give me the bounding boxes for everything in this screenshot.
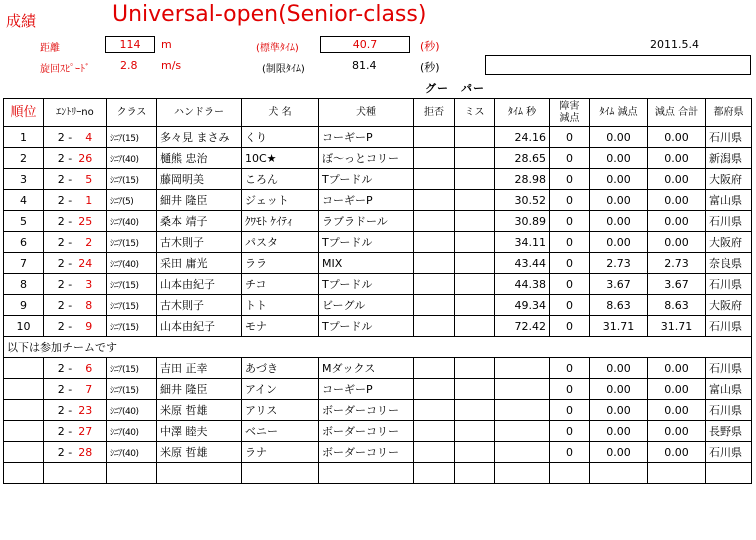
class-cell: ｼﾆｱ(15) <box>107 274 157 295</box>
dog-name-cell: パスタ <box>242 232 319 253</box>
std-time-unit: (秒) <box>420 40 440 53</box>
breed-cell: Mダックス <box>319 358 414 379</box>
empty-cell <box>550 463 590 484</box>
team-row <box>4 379 752 400</box>
total-penalty-cell: 0.00 <box>648 127 706 148</box>
handler-cell: 細井 隆臣 <box>157 379 242 400</box>
breed-cell: ぼ～っとコリー <box>319 148 414 169</box>
handler-cell: 多々見 まさみ <box>157 127 242 148</box>
dog-name-cell: くり <box>242 127 319 148</box>
team-row <box>4 358 752 379</box>
class-cell: ｼﾆｱ(15) <box>107 358 157 379</box>
entry-number: 3 <box>85 277 93 291</box>
entry-prefix: 2 - <box>57 445 73 459</box>
time-cell: 43.44 <box>495 253 550 274</box>
time-penalty-cell: 0.00 <box>590 421 648 442</box>
class-cell: ｼﾆｱ(15) <box>107 295 157 316</box>
rank-cell <box>4 358 44 379</box>
entry-cell <box>44 295 107 316</box>
entry-cell <box>44 316 107 337</box>
class-cell: ｼﾆｱ(40) <box>107 442 157 463</box>
entry-number: 25 <box>78 214 93 228</box>
miss-cell <box>455 169 495 190</box>
entry-number: 4 <box>85 130 93 144</box>
class-cell: ｼﾆｱ(15) <box>107 169 157 190</box>
dog-name-cell: あづき <box>242 358 319 379</box>
empty-cell <box>4 463 44 484</box>
col-time: ﾀｲﾑ 秒 <box>495 99 550 127</box>
entry-number: 9 <box>85 319 93 333</box>
entry-prefix: 2 - <box>57 130 73 144</box>
limit-time-label: (制限ﾀｲﾑ) <box>262 64 305 75</box>
table-row <box>4 316 752 337</box>
total-penalty-cell: 0.00 <box>648 211 706 232</box>
class-cell: ｼﾆｱ(40) <box>107 421 157 442</box>
refusal-cell <box>414 421 455 442</box>
obstacle-penalty-cell: 0 <box>550 379 590 400</box>
table-row <box>4 148 752 169</box>
prefecture-cell: 石川県 <box>706 127 752 148</box>
time-cell <box>495 400 550 421</box>
class-cell: ｼﾆｱ(40) <box>107 253 157 274</box>
dog-name-cell: モナ <box>242 316 319 337</box>
time-cell <box>495 442 550 463</box>
time-penalty-cell: 0.00 <box>590 379 648 400</box>
event-date: 2011.5.4 <box>650 38 699 51</box>
col-dog-name: 犬 名 <box>242 99 319 127</box>
time-penalty-cell: 0.00 <box>590 400 648 421</box>
empty-cell <box>495 463 550 484</box>
empty-cell <box>157 463 242 484</box>
group-label: グー パー <box>425 82 485 95</box>
prefecture-cell: 石川県 <box>706 400 752 421</box>
total-penalty-cell: 0.00 <box>648 148 706 169</box>
rank-cell <box>4 421 44 442</box>
handler-cell: 吉田 正幸 <box>157 358 242 379</box>
class-cell: ｼﾆｱ(15) <box>107 379 157 400</box>
refusal-cell <box>414 442 455 463</box>
header-row <box>4 99 752 127</box>
results-table <box>3 98 752 484</box>
handler-cell: 米原 哲雄 <box>157 442 242 463</box>
obstacle-penalty-cell: 0 <box>550 253 590 274</box>
obstacle-penalty-cell: 0 <box>550 232 590 253</box>
entry-prefix: 2 - <box>57 256 73 270</box>
rank-cell <box>4 442 44 463</box>
col-breed: 犬種 <box>319 99 414 127</box>
limit-time-unit: (秒) <box>420 61 440 74</box>
time-penalty-cell: 0.00 <box>590 190 648 211</box>
col-handler: ハンドラー <box>157 99 242 127</box>
time-cell <box>495 421 550 442</box>
distance-unit: m <box>161 38 172 51</box>
empty-cell <box>414 463 455 484</box>
refusal-cell <box>414 148 455 169</box>
entry-cell <box>44 421 107 442</box>
col-obstacle-penalty: 障害 減点 <box>550 99 590 127</box>
time-penalty-cell: 0.00 <box>590 232 648 253</box>
handler-cell: 山本由紀子 <box>157 316 242 337</box>
team-row <box>4 400 752 421</box>
entry-prefix: 2 - <box>57 151 73 165</box>
handler-cell: 樋熊 忠治 <box>157 148 242 169</box>
miss-cell <box>455 148 495 169</box>
table-row <box>4 190 752 211</box>
miss-cell <box>455 274 495 295</box>
dog-name-cell: チコ <box>242 274 319 295</box>
entry-cell <box>44 190 107 211</box>
rank-cell <box>4 379 44 400</box>
entry-number: 24 <box>78 256 93 270</box>
handler-cell: 古木則子 <box>157 295 242 316</box>
obstacle-penalty-cell: 0 <box>550 316 590 337</box>
breed-cell: Tプードル <box>319 232 414 253</box>
empty-row <box>4 463 752 484</box>
col-class: クラス <box>107 99 157 127</box>
breed-cell: Tプードル <box>319 274 414 295</box>
entry-prefix: 2 - <box>57 424 73 438</box>
refusal-cell <box>414 169 455 190</box>
notes-box <box>485 55 751 75</box>
entry-prefix: 2 - <box>57 403 73 417</box>
handler-cell: 古木則子 <box>157 232 242 253</box>
dog-name-cell: アイン <box>242 379 319 400</box>
entry-number: 28 <box>78 445 93 459</box>
col-prefecture: 都府県 <box>706 99 752 127</box>
class-cell: ｼﾆｱ(40) <box>107 211 157 232</box>
handler-cell: 山本由紀子 <box>157 274 242 295</box>
team-row <box>4 442 752 463</box>
miss-cell <box>455 358 495 379</box>
breed-cell: ビーグル <box>319 295 414 316</box>
dog-name-cell: ころん <box>242 169 319 190</box>
time-penalty-cell: 0.00 <box>590 127 648 148</box>
obstacle-penalty-cell: 0 <box>550 211 590 232</box>
page-title: 成績 <box>6 12 37 30</box>
prefecture-cell: 石川県 <box>706 316 752 337</box>
entry-number: 26 <box>78 151 93 165</box>
std-time-value: 40.7 <box>320 36 410 53</box>
empty-cell <box>44 463 107 484</box>
dog-name-cell: ｸﾜﾓﾄ ｹｲﾃｨ <box>242 211 319 232</box>
time-penalty-cell: 0.00 <box>590 358 648 379</box>
breed-cell: コーギーP <box>319 190 414 211</box>
breed-cell: ボーダーコリー <box>319 421 414 442</box>
breed-cell: ボーダーコリー <box>319 442 414 463</box>
prefecture-cell: 長野県 <box>706 421 752 442</box>
breed-cell: Tプードル <box>319 169 414 190</box>
total-penalty-cell: 31.71 <box>648 316 706 337</box>
empty-cell <box>319 463 414 484</box>
time-penalty-cell: 0.00 <box>590 442 648 463</box>
refusal-cell <box>414 400 455 421</box>
time-penalty-cell: 0.00 <box>590 169 648 190</box>
obstacle-penalty-cell: 0 <box>550 274 590 295</box>
entry-prefix: 2 - <box>57 277 73 291</box>
time-cell <box>495 358 550 379</box>
handler-cell: 中澤 睦夫 <box>157 421 242 442</box>
entry-cell <box>44 127 107 148</box>
table-row <box>4 211 752 232</box>
time-penalty-cell: 3.67 <box>590 274 648 295</box>
prefecture-cell: 大阪府 <box>706 232 752 253</box>
handler-cell: 米原 哲雄 <box>157 400 242 421</box>
total-penalty-cell: 8.63 <box>648 295 706 316</box>
obstacle-penalty-cell: 0 <box>550 295 590 316</box>
miss-cell <box>455 232 495 253</box>
breed-cell: Tプードル <box>319 316 414 337</box>
prefecture-cell: 大阪府 <box>706 295 752 316</box>
entry-cell <box>44 274 107 295</box>
rank-cell: 4 <box>4 190 44 211</box>
refusal-cell <box>414 274 455 295</box>
dog-name-cell: トト <box>242 295 319 316</box>
refusal-cell <box>414 295 455 316</box>
rank-cell: 6 <box>4 232 44 253</box>
time-cell: 28.65 <box>495 148 550 169</box>
total-penalty-cell: 3.67 <box>648 274 706 295</box>
entry-prefix: 2 - <box>57 214 73 228</box>
miss-cell <box>455 442 495 463</box>
rank-cell: 2 <box>4 148 44 169</box>
obstacle-penalty-cell: 0 <box>550 127 590 148</box>
table-row <box>4 127 752 148</box>
handler-cell: 桑本 靖子 <box>157 211 242 232</box>
breed-cell: ボーダーコリー <box>319 400 414 421</box>
distance-value: 114 <box>105 36 155 53</box>
prefecture-cell: 石川県 <box>706 274 752 295</box>
obstacle-penalty-cell: 0 <box>550 169 590 190</box>
time-cell: 44.38 <box>495 274 550 295</box>
rank-cell: 5 <box>4 211 44 232</box>
entry-number: 8 <box>85 298 93 312</box>
obstacle-penalty-cell: 0 <box>550 358 590 379</box>
entry-prefix: 2 - <box>57 319 73 333</box>
entry-prefix: 2 - <box>57 361 73 375</box>
miss-cell <box>455 253 495 274</box>
entry-cell <box>44 379 107 400</box>
entry-number: 2 <box>85 235 93 249</box>
class-cell: ｼﾆｱ(15) <box>107 316 157 337</box>
entry-number: 6 <box>85 361 93 375</box>
refusal-cell <box>414 190 455 211</box>
std-time-label: (標準ﾀｲﾑ) <box>256 43 299 54</box>
limit-time-value: 81.4 <box>352 59 377 72</box>
entry-cell <box>44 253 107 274</box>
dog-name-cell: ララ <box>242 253 319 274</box>
col-total-penalty: 減点 合計 <box>648 99 706 127</box>
time-cell: 49.34 <box>495 295 550 316</box>
handler-cell: 采田 庸光 <box>157 253 242 274</box>
speed-unit: m/s <box>161 59 182 72</box>
breed-cell: コーギーP <box>319 127 414 148</box>
refusal-cell <box>414 379 455 400</box>
prefecture-cell: 富山県 <box>706 379 752 400</box>
prefecture-cell: 石川県 <box>706 442 752 463</box>
class-cell: ｼﾆｱ(40) <box>107 148 157 169</box>
distance-label: 距離 <box>40 43 60 54</box>
rank-cell: 7 <box>4 253 44 274</box>
entry-prefix: 2 - <box>57 382 73 396</box>
time-cell: 24.16 <box>495 127 550 148</box>
class-cell: ｼﾆｱ(15) <box>107 127 157 148</box>
table-row <box>4 169 752 190</box>
entry-cell <box>44 211 107 232</box>
miss-cell <box>455 400 495 421</box>
col-miss: ミス <box>455 99 495 127</box>
time-penalty-cell: 0.00 <box>590 148 648 169</box>
prefecture-cell: 富山県 <box>706 190 752 211</box>
handler-cell: 藤岡明美 <box>157 169 242 190</box>
miss-cell <box>455 211 495 232</box>
entry-number: 5 <box>85 172 93 186</box>
entry-number: 23 <box>78 403 93 417</box>
refusal-cell <box>414 232 455 253</box>
obstacle-penalty-cell: 0 <box>550 421 590 442</box>
empty-cell <box>455 463 495 484</box>
refusal-cell <box>414 253 455 274</box>
total-penalty-cell: 0.00 <box>648 400 706 421</box>
refusal-cell <box>414 316 455 337</box>
event-title: Universal-open(Senior-class) <box>112 2 427 27</box>
time-cell: 30.52 <box>495 190 550 211</box>
entry-cell <box>44 232 107 253</box>
class-cell: ｼﾆｱ(40) <box>107 400 157 421</box>
entry-prefix: 2 - <box>57 193 73 207</box>
empty-cell <box>706 463 752 484</box>
class-cell: ｼﾆｱ(5) <box>107 190 157 211</box>
total-penalty-cell: 0.00 <box>648 232 706 253</box>
dog-name-cell: ジェット <box>242 190 319 211</box>
total-penalty-cell: 0.00 <box>648 442 706 463</box>
total-penalty-cell: 2.73 <box>648 253 706 274</box>
prefecture-cell: 新潟県 <box>706 148 752 169</box>
empty-cell <box>107 463 157 484</box>
col-refusal: 拒否 <box>414 99 455 127</box>
prefecture-cell: 奈良県 <box>706 253 752 274</box>
obstacle-penalty-cell: 0 <box>550 400 590 421</box>
entry-prefix: 2 - <box>57 298 73 312</box>
team-row <box>4 421 752 442</box>
time-penalty-cell: 2.73 <box>590 253 648 274</box>
dog-name-cell: ラナ <box>242 442 319 463</box>
rank-cell: 1 <box>4 127 44 148</box>
table-row <box>4 274 752 295</box>
refusal-cell <box>414 358 455 379</box>
total-penalty-cell: 0.00 <box>648 358 706 379</box>
entry-number: 1 <box>85 193 93 207</box>
total-penalty-cell: 0.00 <box>648 421 706 442</box>
entry-number: 27 <box>78 424 93 438</box>
breed-cell: ラブラドール <box>319 211 414 232</box>
handler-cell: 細井 隆臣 <box>157 190 242 211</box>
miss-cell <box>455 421 495 442</box>
breed-cell: MIX <box>319 253 414 274</box>
col-entry: ｴﾝﾄﾘｰno <box>44 99 107 127</box>
miss-cell <box>455 295 495 316</box>
rank-cell: 3 <box>4 169 44 190</box>
table-row <box>4 295 752 316</box>
time-cell <box>495 379 550 400</box>
speed-label: 旋回ｽﾋﾟｰﾄﾞ <box>40 64 90 75</box>
empty-cell <box>242 463 319 484</box>
empty-cell <box>590 463 648 484</box>
table-row <box>4 232 752 253</box>
obstacle-penalty-cell: 0 <box>550 190 590 211</box>
time-cell: 72.42 <box>495 316 550 337</box>
total-penalty-cell: 0.00 <box>648 379 706 400</box>
time-cell: 34.11 <box>495 232 550 253</box>
rank-cell: 9 <box>4 295 44 316</box>
entry-cell <box>44 358 107 379</box>
col-rank: 順位 <box>4 99 44 127</box>
dog-name-cell: ベニー <box>242 421 319 442</box>
time-penalty-cell: 31.71 <box>590 316 648 337</box>
miss-cell <box>455 379 495 400</box>
miss-cell <box>455 127 495 148</box>
entry-prefix: 2 - <box>57 235 73 249</box>
time-cell: 30.89 <box>495 211 550 232</box>
time-penalty-cell: 0.00 <box>590 211 648 232</box>
rank-cell: 10 <box>4 316 44 337</box>
breed-cell: コーギーP <box>319 379 414 400</box>
section-row <box>4 337 752 358</box>
obstacle-penalty-cell: 0 <box>550 442 590 463</box>
entry-cell <box>44 148 107 169</box>
dog-name-cell: 10C★ <box>242 148 319 169</box>
prefecture-cell: 大阪府 <box>706 169 752 190</box>
entry-cell <box>44 169 107 190</box>
entry-prefix: 2 - <box>57 172 73 186</box>
prefecture-cell: 石川県 <box>706 358 752 379</box>
obstacle-penalty-cell: 0 <box>550 148 590 169</box>
col-time-penalty: ﾀｲﾑ 減点 <box>590 99 648 127</box>
total-penalty-cell: 0.00 <box>648 190 706 211</box>
time-penalty-cell: 8.63 <box>590 295 648 316</box>
rank-cell: 8 <box>4 274 44 295</box>
time-cell: 28.98 <box>495 169 550 190</box>
entry-cell <box>44 400 107 421</box>
class-cell: ｼﾆｱ(15) <box>107 232 157 253</box>
refusal-cell <box>414 127 455 148</box>
empty-cell <box>648 463 706 484</box>
total-penalty-cell: 0.00 <box>648 169 706 190</box>
entry-number: 7 <box>85 382 93 396</box>
refusal-cell <box>414 211 455 232</box>
miss-cell <box>455 190 495 211</box>
miss-cell <box>455 316 495 337</box>
rank-cell <box>4 400 44 421</box>
speed-value: 2.8 <box>120 59 138 72</box>
entry-cell <box>44 442 107 463</box>
prefecture-cell: 石川県 <box>706 211 752 232</box>
table-row <box>4 253 752 274</box>
dog-name-cell: アリス <box>242 400 319 421</box>
section-label: 以下は参加チームです <box>4 337 752 358</box>
